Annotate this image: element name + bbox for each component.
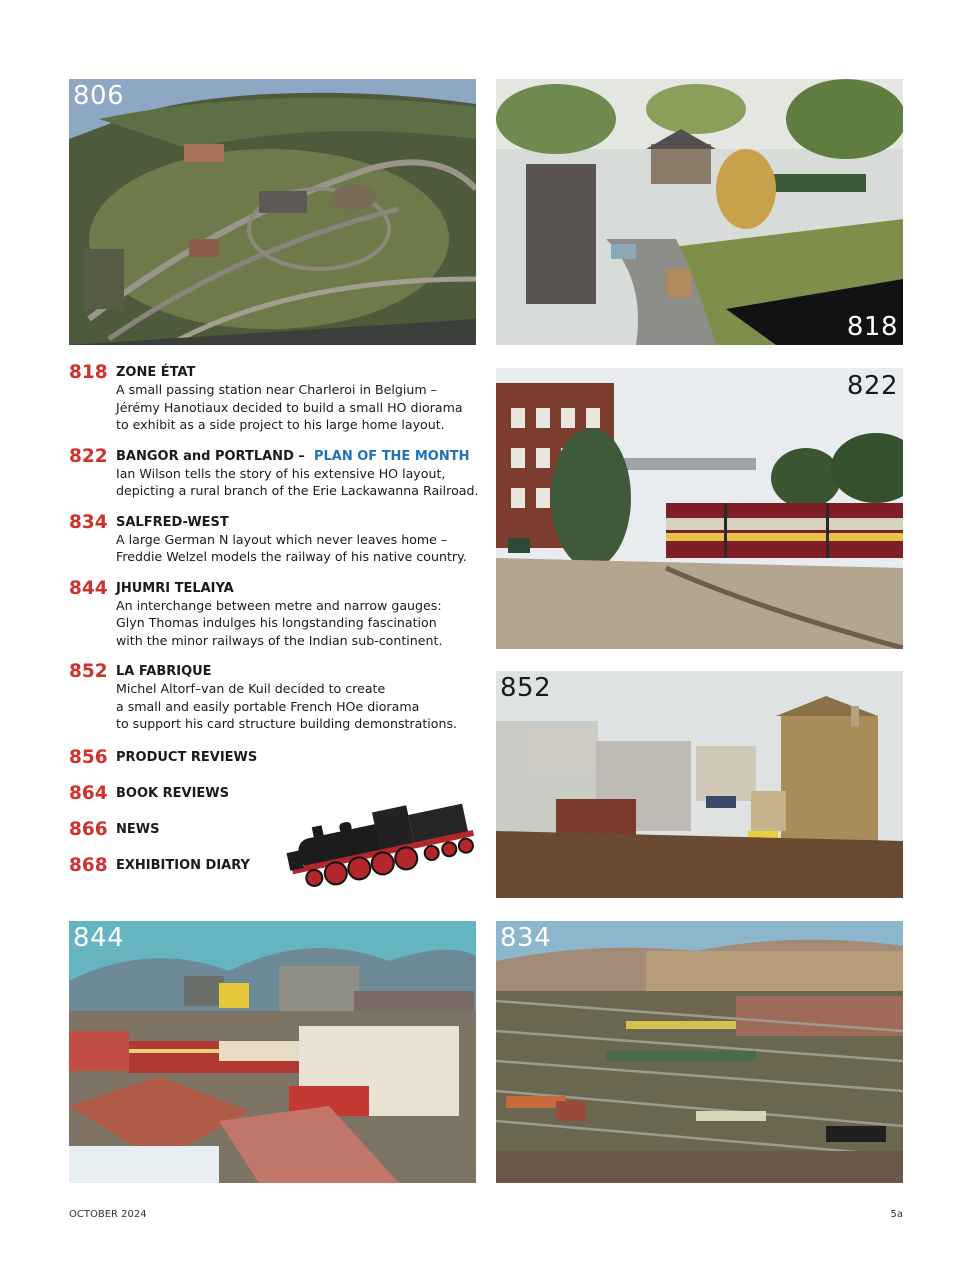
steam-locomotive-image bbox=[258, 786, 478, 898]
article-title: BANGOR and PORTLAND – bbox=[116, 448, 305, 464]
contents-entry[interactable] bbox=[69, 445, 489, 500]
photo-number: 852 bbox=[500, 673, 552, 703]
page-number: 818 bbox=[69, 362, 108, 383]
page-number: 822 bbox=[69, 445, 108, 467]
contents-entry[interactable] bbox=[69, 577, 489, 650]
page-number: 866 bbox=[69, 818, 108, 840]
section-title: PRODUCT REVIEWS bbox=[116, 749, 258, 765]
contents-entry-short[interactable] bbox=[69, 747, 489, 783]
article-description: A small passing station near Charleroi in Belgium – Jérémy Hanotiaux decided to build a small HO diorama to exhibit as a side project to his large home layout. bbox=[116, 382, 463, 432]
issue-date: OCTOBER 2024 bbox=[69, 1209, 147, 1220]
article-description: A large German N layout which never leaves home – Freddie Welzel models the railway of his native country. bbox=[116, 531, 467, 564]
photo-number: 834 bbox=[500, 923, 552, 953]
photo-844-jhumri-telaiya bbox=[69, 921, 476, 1183]
section-title: BOOK REVIEWS bbox=[116, 785, 229, 801]
article-title: ZONE ÉTAT bbox=[116, 365, 196, 380]
photo-818-zone-etat bbox=[496, 79, 903, 345]
section-title: NEWS bbox=[116, 821, 160, 837]
article-description: An interchange between metre and narrow gauges: Glyn Thomas indulges his longstanding fascination with the minor railways of the Indian sub-continent. bbox=[116, 597, 443, 648]
photo-822-bangor-portland bbox=[496, 368, 903, 649]
page-number: 864 bbox=[69, 782, 108, 804]
photo-number: 844 bbox=[73, 923, 125, 953]
page-number: 856 bbox=[69, 746, 108, 768]
contents-entry[interactable] bbox=[69, 663, 489, 733]
page-folio: 5a bbox=[890, 1209, 903, 1220]
article-title: JHUMRI TELAIYA bbox=[116, 580, 234, 596]
article-description: Ian Wilson tells the story of his extensive HO layout, depicting a rural branch of the Erie Lackawanna Railroad. bbox=[116, 465, 479, 498]
photo-806-layout bbox=[69, 79, 476, 345]
plan-of-the-month-tag: PLAN OF THE MONTH bbox=[313, 448, 470, 464]
photo-number: 822 bbox=[846, 371, 898, 401]
page-number: 834 bbox=[69, 511, 108, 533]
article-title-row bbox=[116, 448, 489, 465]
section-title: EXHIBITION DIARY bbox=[116, 857, 250, 873]
photo-852-la-fabrique bbox=[496, 671, 903, 898]
photo-number: 818 bbox=[846, 312, 898, 342]
page-number: 852 bbox=[69, 661, 108, 682]
contents-entry[interactable] bbox=[69, 364, 489, 434]
photo-834-salfred-west bbox=[496, 921, 903, 1183]
contents-entry[interactable] bbox=[69, 511, 489, 566]
page-number: 868 bbox=[69, 854, 108, 876]
article-title: SALFRED-WEST bbox=[116, 514, 229, 530]
photo-number: 806 bbox=[73, 81, 125, 111]
article-title: LA FABRIQUE bbox=[116, 664, 212, 679]
article-description: Michel Altorf–van de Kuil decided to create a small and easily portable French HOe diorama to support his card structure building demonstrations. bbox=[116, 681, 458, 731]
page-number: 844 bbox=[69, 577, 108, 599]
